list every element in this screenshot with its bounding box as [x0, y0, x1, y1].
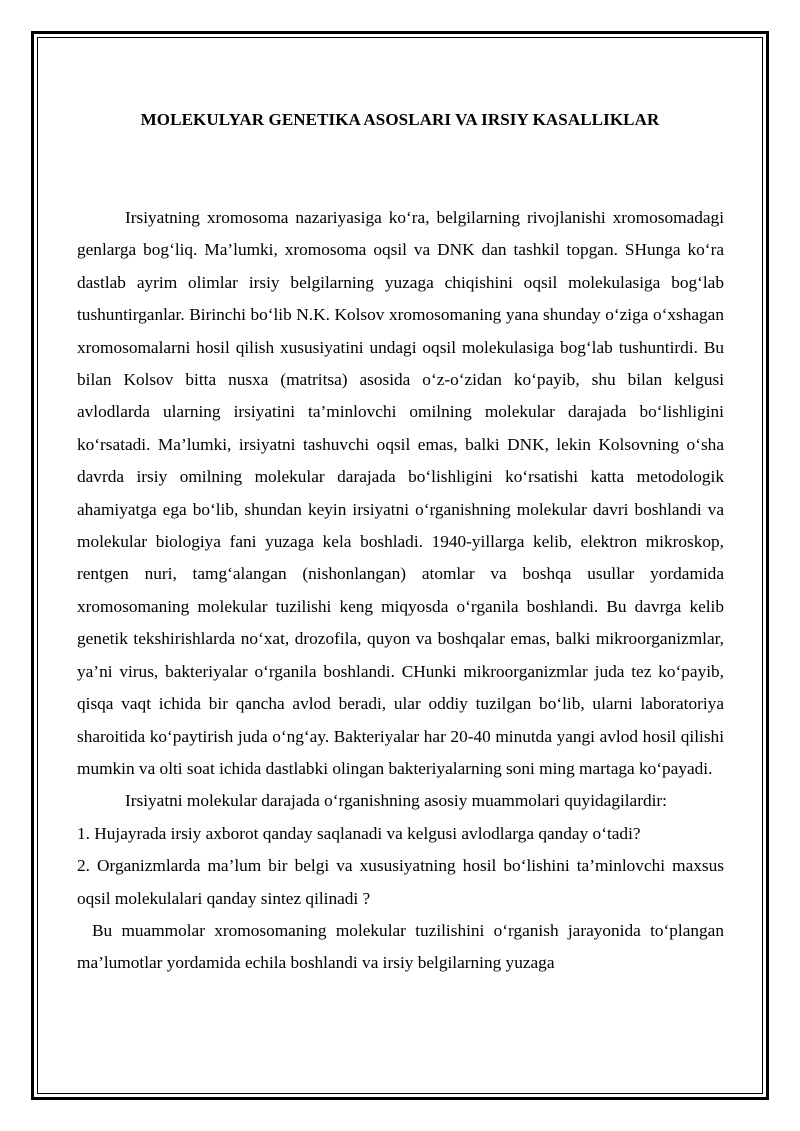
paragraph-intro: Irsiyatning xromosoma nazariyasiga ko‘ra, belgilarning rivojlanishi xromosomadagi genlarga bog‘liq. Ma’lumki, xromosoma oqsil va DNK dan tashkil topgan. SHunga ko‘ra dastlab ayrim olimlar irsiy belgilarning yuzaga chiqishini oqsil molekulasiga bog‘lab tushuntirganlar. Birinchi bo‘lib N.K. Kolsov xromosomaning yana shunday o‘ziga o‘xshagan xromosomalarni hosil qilish xususiyatini undagi oqsil molekulasiga bog‘lab tushuntirdi. Bu bilan Kolsov bitta nusxa (matritsa) asosida o‘z-o‘zidan ko‘payib, shu bilan kelgusi avlodlarda ularning irsiyatini ta’minlovchi omilning molekular darajada bo‘lishligini ko‘rsatadi. Ma’lumki, irsiyatni tashuvchi oqsil emas, balki DNK, lekin Kolsovning o‘sha davrda irsiy omilning molekular darajada bo‘lishligini ko‘rsatishi katta metodologik ahamiyatga ega bo‘lib, shundan keyin irsiyatni o‘rganishning molekular davri boshlandi va molekular biologiya fani yuzaga kela boshladi. 1940-yillarga kelib, elektron mikroskop, rentgen nuri, tamg‘alangan (nishonlangan) atomlar va boshqa usullar yordamida xromosomaning molekular tuzilishi keng miqyosda o‘rganila boshlandi. Bu davrga kelib genetik tekshirishlarda no‘xat, drozofila, quyon va boshqalar emas, balki mikroorganizmlar, ya’ni virus, bakteriyalar o‘rganila boshlandi. CHunki mikroorganizmlar juda tez ko‘payib, qisqa vaqt ichida bir qancha avlod beradi, ular oddiy tuzilgan bo‘lib, ularni laboratoriya sharoitida ko‘paytirish juda o‘ng‘ay. Bakteriyalar har 20-40 minutda yangi avlod hosil qilishi mumkin va olti soat ichida dastlabki olingan bakteriyalarning soni ming martaga ko‘payadi.	[77, 208, 724, 778]
list-item-1: 1. Hujayrada irsiy axborot qanday saqlanadi va kelgusi avlodlarga qanday o‘tadi?	[77, 823, 641, 843]
paragraph-conclusion: Bu muammolar xromosomaning molekular tuzilishini o‘rganish jarayonida to‘plangan ma’lumotlar yordamida echila boshlandi va irsiy belgilarning yuzaga	[77, 920, 724, 973]
list-item-2: 2. Organizmlarda ma’lum bir belgi va xususiyatning hosil bo‘lishini ta’minlovchi maxsus oqsil molekulalari qanday sintez qilinadi ?	[77, 856, 724, 908]
paragraph-problems-intro: Irsiyatni molekular darajada o‘rganishning asosiy muammolari quyidagilardir:	[125, 791, 667, 811]
document-title: MOLEKULYAR GENETIKA ASOSLARI VA IRSIY KASALLIKLAR	[140, 110, 660, 129]
document-body	[77, 202, 724, 980]
